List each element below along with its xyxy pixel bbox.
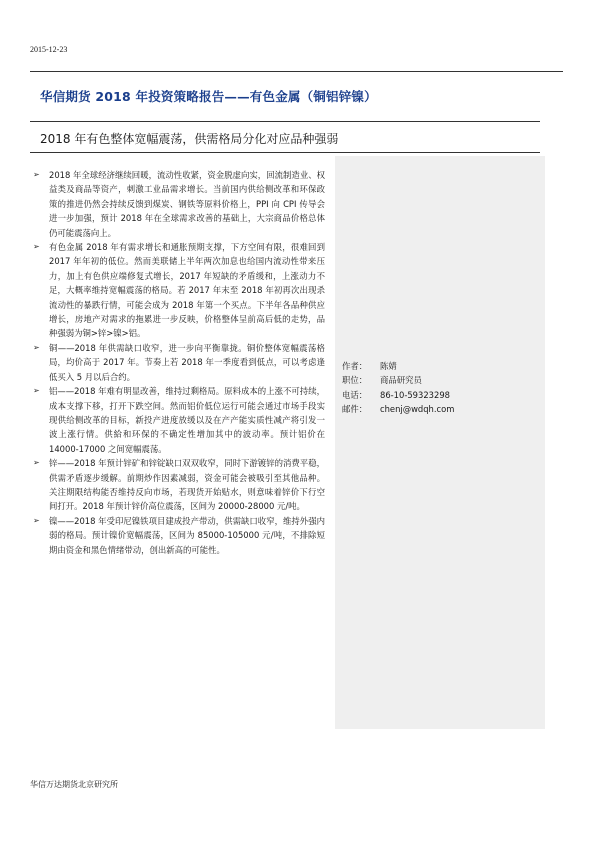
arrow-bullet-icon: ➢ <box>33 515 40 525</box>
arrow-bullet-icon: ➢ <box>33 170 40 179</box>
footer-org: 华信万达期货北京研究所 <box>30 780 118 789</box>
author-email-label: 邮件： <box>342 404 368 415</box>
list-item-text: 铜——2018 年供需缺口收窄，进一步向平衡靠拢。铜价整体宽幅震荡格局，均价高于 2017 年。节奏上若 2018 年一季度看到低点，可以考虑逢低买入 5 月以后合约。 <box>49 342 325 382</box>
top-divider <box>30 71 563 72</box>
list-item-text: 锌——2018 年预计锌矿和锌锭缺口双双收窄，同时下游镀锌的消费平稳，供需矛盾逐步缓解。前期炒作因素减弱，资金可能会被吸引至其他品种。关注期限结构能否维持反向市场，若现货开始贴水，则意味着锌价下行空间打开。2018 年预计锌价高位震荡，区间为 20000-28000 元/吨。 <box>49 458 325 512</box>
author-phone: 86-10-59323298 <box>380 389 450 400</box>
author-name-row <box>342 359 454 373</box>
list-item <box>33 456 325 514</box>
arrow-bullet-icon: ➢ <box>33 386 40 396</box>
sidebar-panel <box>335 156 545 729</box>
list-item-text: 有色金属 2018 年有需求增长和通胀预期支撑，下方空间有限，很难回到 2017 年年初的低位。然而美联储上半年两次加息也给国内流动性带来压力，加上有色供应端修复式增长，2017 年短缺的矛盾缓和，上涨动力不足，大概率维持宽幅震荡的格局。若 2017 年末至 2018 年初再次出现杀流动性的暴跌行情，可能会成为 2018 年第一个买点。下半年各品种供应增长，房地产对需求的拖累进一步反映，价格整体呈前高后低的走势，品种强弱为铜>锌>镍>铝。 <box>49 242 325 339</box>
arrow-bullet-icon: ➢ <box>33 242 40 252</box>
author-email-row <box>342 402 454 416</box>
author-info <box>342 359 454 417</box>
author-title-label: 职位： <box>342 375 368 386</box>
report-title: 华信期货 2018 年投资策略报告——有色金属（铜铝锌镍） <box>40 89 377 104</box>
summary-list <box>33 168 325 557</box>
arrow-bullet-icon: ➢ <box>33 342 40 352</box>
list-item-text: 镍——2018 年受印尼镍铁项目建成投产带动，供需缺口收窄，维持外强内弱的格局。预计镍价宽幅震荡，区间为 85000-105000 元/吨，不排除短期由资金和黑色情绪带动，创出新高的可能性。 <box>49 515 325 555</box>
author-phone-label: 电话： <box>342 389 368 400</box>
report-subtitle: 2018 年有色整体宽幅震荡，供需格局分化对应品种强弱 <box>40 132 339 146</box>
author-title: 商品研究员 <box>380 375 422 386</box>
list-item <box>33 168 325 240</box>
author-name-label: 作者： <box>342 361 368 371</box>
title-divider <box>30 121 540 122</box>
author-email[interactable]: chenj@wdqh.com <box>380 404 455 415</box>
author-title-row <box>342 373 454 387</box>
list-item <box>33 514 325 557</box>
list-item <box>33 384 325 456</box>
report-date: 2015-12-23 <box>30 45 68 54</box>
arrow-bullet-icon: ➢ <box>33 458 40 468</box>
list-item <box>33 240 325 341</box>
list-item <box>33 341 325 384</box>
author-name: 陈婧 <box>380 361 397 371</box>
list-item-text: 2018 年全球经济继续回暖，流动性收紧，资金脱虚向实，回流制造业、权益类及商品等资产，刺激工业品需求增长。当前国内供给侧改革和环保政策的推进仍然会持续反馈到煤炭、钢铁等原料价格上，PPI 向 CPI 传导会进一步加强，预计 2018 年在全球需求改善的基础上，大宗商品价格总体仍可能震荡向上。 <box>49 170 325 238</box>
list-item-text: 铝——2018 年难有明显改善，维持过剩格局。原料成本的上涨不可持续，成本支撑下移，打开下跌空间。然而铝价低位运行可能会通过市场手段实现供给侧改革的目标，新投产进度放缓以及在产产能实质性减产将引发一波上涨行情。供給和环保的不确定性增加其中的波动率。预计铝价在 14000-17000 之间宽幅震荡。 <box>49 386 325 454</box>
author-phone-row <box>342 388 454 402</box>
subtitle-divider <box>30 152 540 153</box>
